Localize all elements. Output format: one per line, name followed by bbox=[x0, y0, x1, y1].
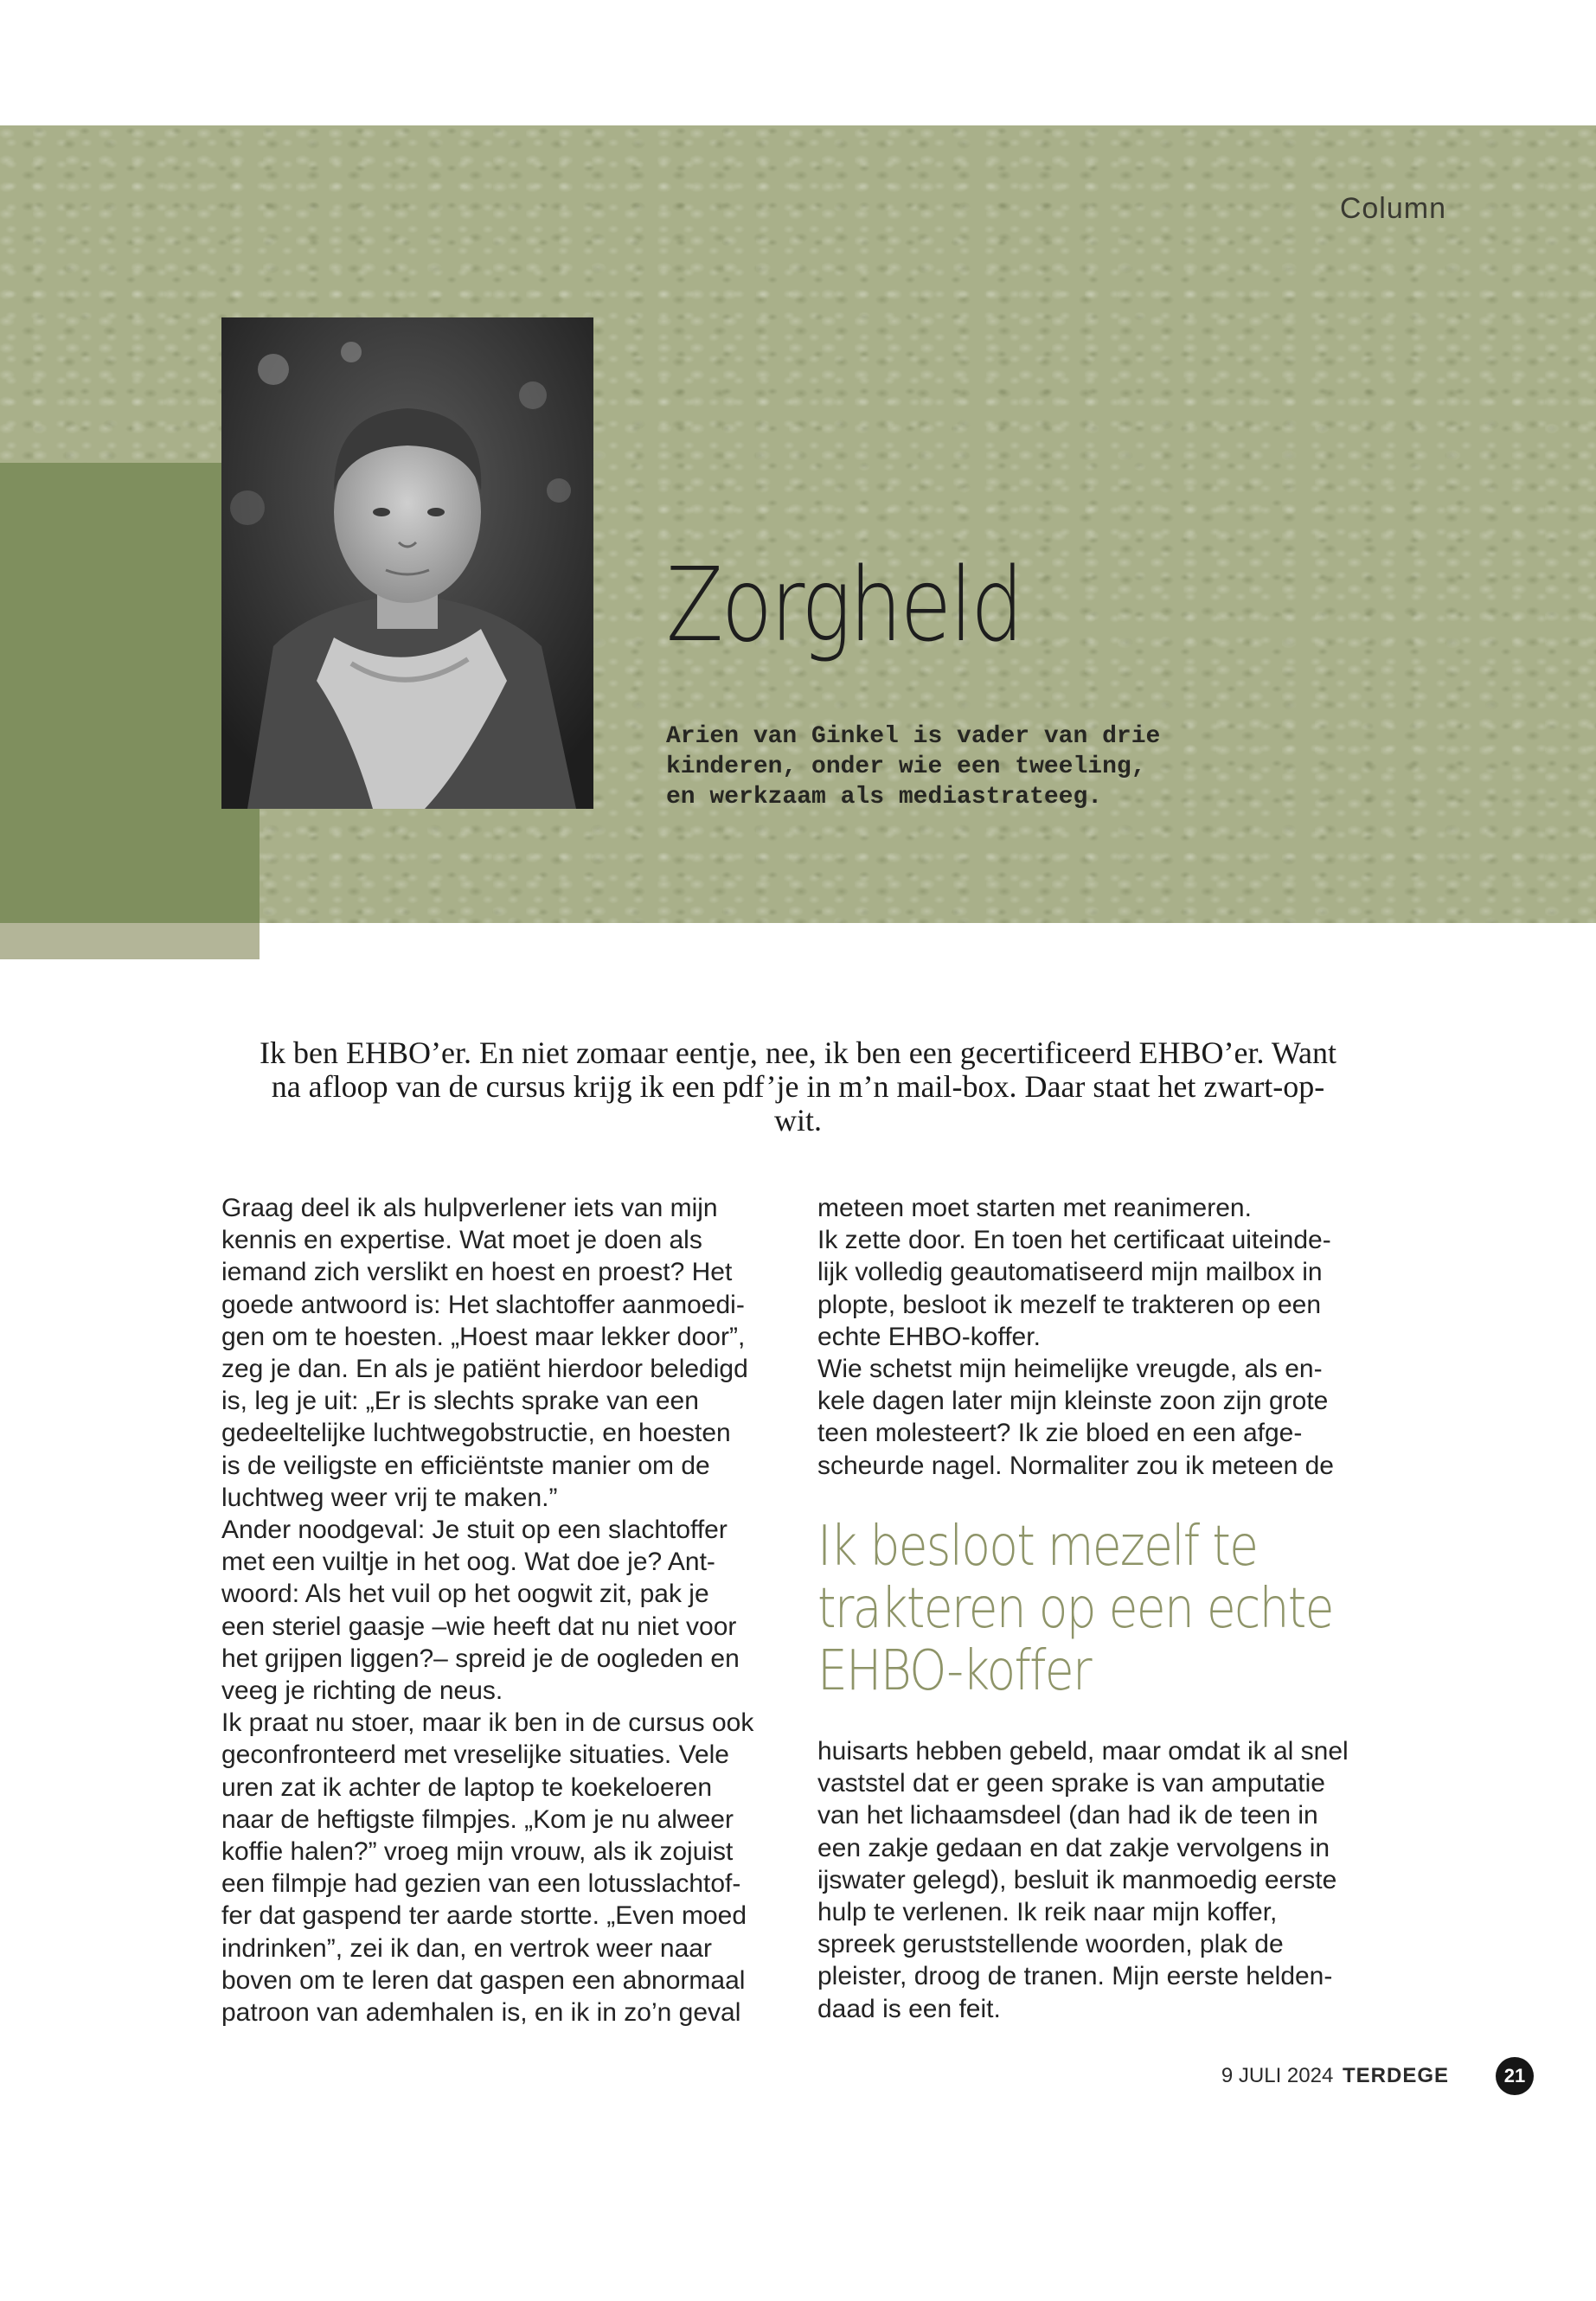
accent-strip bbox=[0, 923, 260, 959]
body-text-right-top: meteen moet starten met reanimeren. Ik zette door. En toen het certificaat uiteinde- lijk volledig geautomatiseerd mijn mailbox in plopte, besloot ik mezelf te trakteren op een echte EHBO-koffer. Wie schetst mijn heimelijke vreugde, als en- kele dagen later mijn kleinste zoon zijn grote teen molesteert? Ik zie bloed en een afge- scheurde nagel. Normaliter zou ik meteen de bbox=[817, 1194, 1334, 1480]
body-column-right-bottom bbox=[817, 1735, 1388, 2025]
body-column-left bbox=[221, 1192, 792, 2029]
author-portrait-icon bbox=[221, 317, 593, 809]
body-text-right-bottom: huisarts hebben gebeld, maar omdat ik al snel vaststel dat er geen sprake is van amputatie van het lichaamsdeel (dan had ik de teen in een zakje gedaan en dat zakje vervolgens in ijswater gelegd), besluit ik manmoedig eerste hulp te verlenen. Ik reik naar mijn koffer, spreek geruststellende woorden, plak de pleister, droog de tranen. Mijn eerste helden- daad is een feit. bbox=[817, 1737, 1349, 2023]
intro-paragraph: Ik ben EHBO’er. En niet zomaar eentje, nee, ik ben een gecertificeerd EHBO’er. Want na afloop van de cursus krijg ik een pdf’je in m’n mail-box. Daar staat het zwart-op-wit. bbox=[260, 1035, 1336, 1138]
pull-quote: Ik besloot mezelf te trakteren op een echte EHBO-koffer bbox=[817, 1515, 1333, 1703]
body-text-left: Graag deel ik als hulpverlener iets van mijn kennis en expertise. Wat moet je doen als iemand zich verslikt en hoest en proest? Het goede antwoord is: Het slachtoffer aanmoedi- gen om te hoesten. „Hoest maar lekker door”, zeg je dan. En als je patiënt hierdoor beledigd is, leg je uit: „Er is slechts sprake van een gedeeltelijke luchtwegobstructie, en hoesten is de veiligste en efficiëntste manier om de luchtweg weer vrij te maken.” Ander noodgeval: Je stuit op een slachtoffer met een vuiltje in het oog. Wat doe je? Ant- woord: Als het vuil op het oogwit zit, pak je een steriel gaasje –wie heeft dat nu niet voor het grijpen liggen?– spreid je de oogleden en veeg je richting de neus. Ik praat nu stoer, maar ik ben in de cursus ook geconfronteerd met vreselijke situaties. Vele uren zat ik achter de laptop te koekeloeren naar de heftigste filmpjes. „Kom je nu alweer koffie halen?” vroeg mijn vrouw, als ik zojuist een filmpje had gezien van een lotusslachtof- fer dat gaspend ter aarde stortte. „Even moed indrinken”, zei ik dan, en vertrok weer naar boven om te leren dat gaspen een abnormaal patroon van ademhalen is, en ik in zo’n geval bbox=[221, 1194, 754, 2028]
body-column-right-top bbox=[817, 1192, 1388, 1482]
author-bio: Arien van Ginkel is vader van drie kinderen, onder wie een tweeling, en werkzaam als mediastrateeg. bbox=[666, 723, 1161, 811]
magazine-name: TERDEGE bbox=[1342, 2064, 1449, 2087]
accent-block bbox=[0, 463, 260, 923]
page-footer bbox=[1038, 2064, 1449, 2088]
author-portrait bbox=[221, 317, 593, 809]
issue-date: 9 JULI 2024 bbox=[1221, 2064, 1334, 2087]
column-title: Zorgheld bbox=[666, 545, 1022, 664]
page-number-badge: 21 bbox=[1496, 2057, 1534, 2095]
section-label: Column bbox=[1339, 192, 1446, 225]
